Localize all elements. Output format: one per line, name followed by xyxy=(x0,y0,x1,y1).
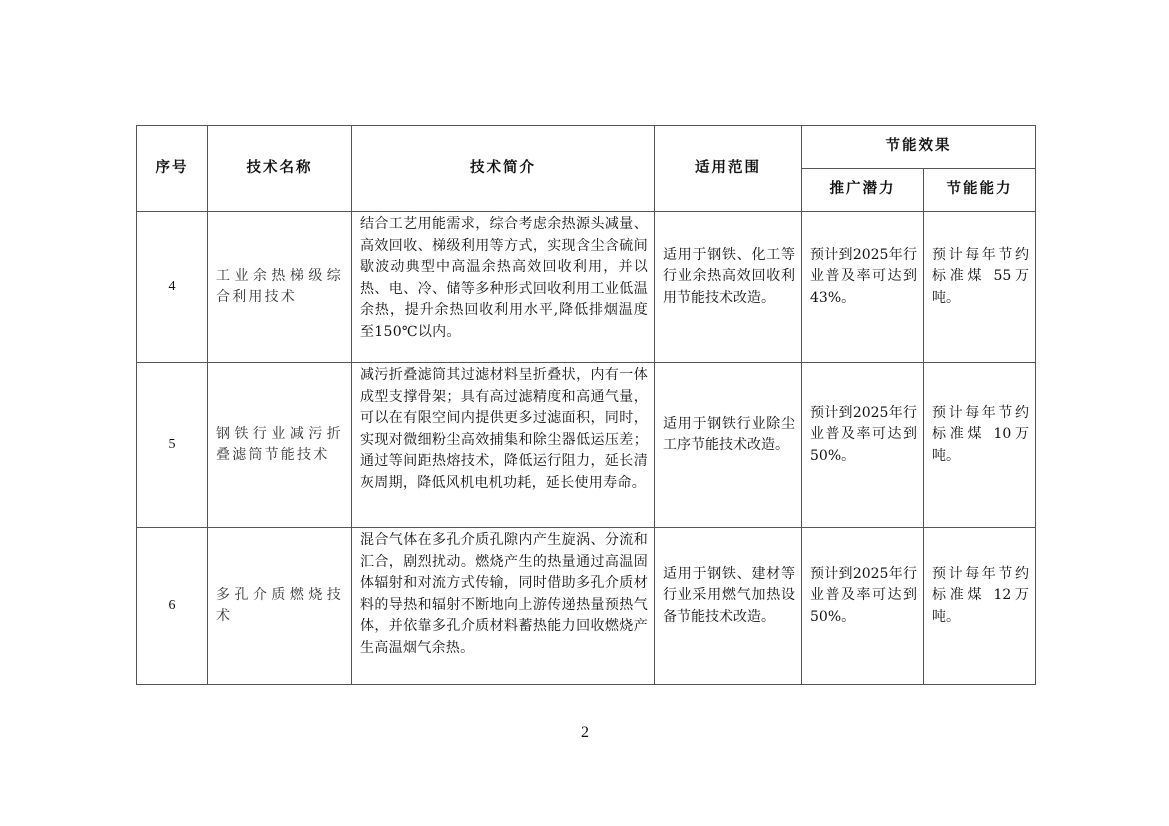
description-text: 减污折叠滤筒其过滤材料呈折叠状，内有一体成型支撑骨架；具有高过滤精度和高通气量，可以在有限空间内提供更多过滤面积，同时，实现对微细粉尘高效捕集和除尘器低运压差；通过等间距热熔技术，降低运行阻力，延长清灰周期，降低风机电机功耗，延长使用寿命。 xyxy=(360,367,648,491)
row-index: 4 xyxy=(137,212,208,363)
potential-text: 预计到2025年行业普及率可达到50%。 xyxy=(810,565,917,625)
energy-saving-capacity xyxy=(924,212,1036,363)
scope-text: 适用于钢铁行业除尘工序节能技术改造。 xyxy=(663,415,795,453)
header-potential: 推广潜力 xyxy=(802,169,924,212)
capacity-text: 预计每年节约标准煤 55万吨。 xyxy=(932,246,1029,306)
header-row-top xyxy=(137,126,1036,169)
energy-saving-capacity xyxy=(924,528,1036,685)
header-effect-group: 节能效果 xyxy=(802,126,1036,169)
capacity-text: 预计每年节约标准煤 10万吨。 xyxy=(932,404,1029,464)
applicable-scope xyxy=(655,363,802,528)
scope-text: 适用于钢铁、化工等行业余热高效回收利用节能技术改造。 xyxy=(663,246,795,306)
description-text: 混合气体在多孔介质孔隙内产生旋涡、分流和汇合，剧烈扰动。燃烧产生的热量通过高温固体辐射和对流方式传输，同时借助多孔介质材料的导热和辐射不断地向上游传递热量预热气体，并依靠多孔介质材料蓄热能力回收燃烧产生高温烟气余热。 xyxy=(360,532,648,656)
technology-name: 工业余热梯级综合利用技术 xyxy=(208,212,352,363)
scope-text: 适用于钢铁、建材等行业采用燃气加热设备节能技术改造。 xyxy=(663,565,795,625)
technology-description xyxy=(352,528,655,685)
header-description: 技术简介 xyxy=(352,126,655,212)
technology-description xyxy=(352,363,655,528)
row-index: 5 xyxy=(137,363,208,528)
page-number: 2 xyxy=(581,724,589,741)
description-text: 结合工艺用能需求，综合考虑余热源头减量、高效回收、梯级利用等方式，实现含尘含硫间歇波动典型中高温余热高效回收利用，并以热、电、冷、储等多种形式回收利用工业低温余热，提升余热回收利用水平,降低排烟温度至150℃以内。 xyxy=(360,216,648,340)
applicable-scope xyxy=(655,212,802,363)
header-name: 技术名称 xyxy=(208,126,352,212)
promotion-potential xyxy=(802,212,924,363)
table-row xyxy=(137,212,1036,363)
table-row xyxy=(137,528,1036,685)
technology-name: 钢铁行业减污折叠滤筒节能技术 xyxy=(208,363,352,528)
promotion-potential xyxy=(802,528,924,685)
row-index: 6 xyxy=(137,528,208,685)
capacity-text: 预计每年节约标准煤 12万吨。 xyxy=(932,565,1029,625)
promotion-potential xyxy=(802,363,924,528)
potential-text: 预计到2025年行业普及率可达到43%。 xyxy=(810,246,917,306)
header-index: 序号 xyxy=(137,126,208,212)
header-capacity: 节能能力 xyxy=(924,169,1036,212)
potential-text: 预计到2025年行业普及率可达到50%。 xyxy=(810,404,917,464)
technology-name: 多孔介质燃烧技术 xyxy=(208,528,352,685)
header-scope: 适用范围 xyxy=(655,126,802,212)
applicable-scope xyxy=(655,528,802,685)
technology-description xyxy=(352,212,655,363)
energy-saving-technology-table xyxy=(136,125,1036,685)
table-row xyxy=(137,363,1036,528)
energy-saving-capacity xyxy=(924,363,1036,528)
